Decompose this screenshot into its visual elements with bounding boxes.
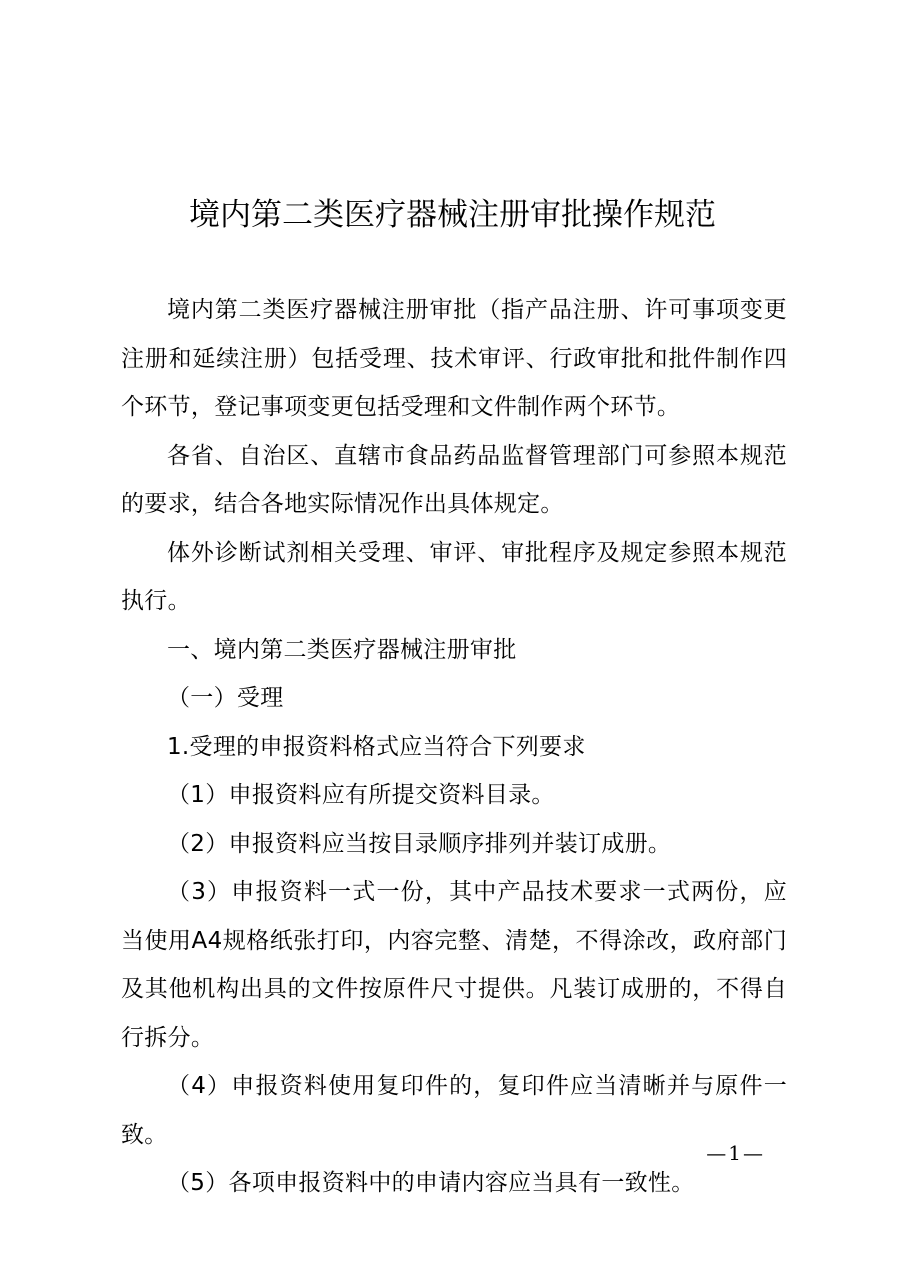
item-heading-format-requirements: 1.受理的申报资料格式应当符合下列要求 [167, 733, 586, 760]
requirement-item-4: （4）申报资料使用复印件的，复印件应当清晰并与原件一致。 [121, 1073, 787, 1148]
paragraph-ivd-reference: 体外诊断试剂相关受理、审评、审批程序及规定参照本规范执行。 [121, 539, 787, 614]
requirement-item-1: （1）申报资料应有所提交资料目录。 [167, 782, 555, 808]
document-title: 境内第二类医疗器械注册审批操作规范 [189, 197, 716, 233]
requirement-item-5: （5）各项申报资料中的申请内容应当具有一致性。 [167, 1170, 695, 1196]
subsection-heading-acceptance: （一）受理 [167, 685, 284, 711]
document-body [121, 286, 787, 1208]
requirement-item-3: （3）申报资料一式一份，其中产品技术要求一式两份，应当使用A4规格纸张打印，内容完整、清楚，不得涂改，政府部门及其他机构出具的文件按原件尺寸提供。凡装订成册的，不得自行拆分。 [121, 879, 787, 1051]
section-heading-1: 一、境内第二类医疗器械注册审批 [167, 636, 517, 663]
paragraph-scope: 境内第二类医疗器械注册审批（指产品注册、许可事项变更注册和延续注册）包括受理、技术审评、行政审批和批件制作四个环节，登记事项变更包括受理和文件制作两个环节。 [121, 297, 787, 420]
page-number: —1— [706, 1141, 765, 1165]
requirement-item-2: （2）申报资料应当按目录顺序排列并装订成册。 [167, 830, 672, 857]
paragraph-provincial-reference: 各省、自治区、直辖市食品药品监督管理部门可参照本规范的要求，结合各地实际情况作出具体规定。 [121, 442, 787, 517]
